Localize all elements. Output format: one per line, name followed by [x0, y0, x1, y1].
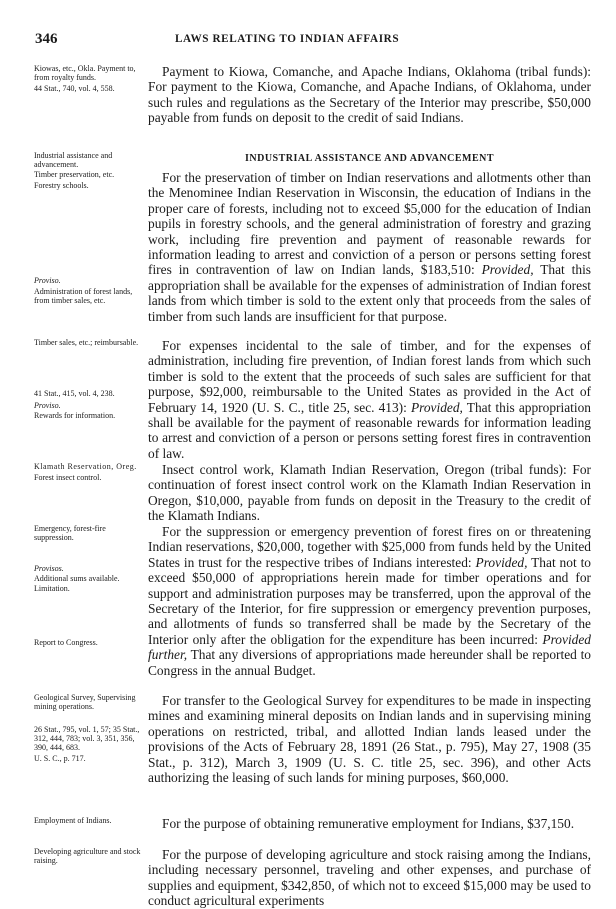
- margin-notes-kiowa: [34, 64, 142, 102]
- margin-note-timber: Timber preservation, etc.: [34, 170, 115, 179]
- body-employment: [148, 816, 591, 831]
- margin-note-provisos: Provisos.: [34, 564, 64, 573]
- paragraph-employment: For the purpose of obtaining remunerative employment for Indians, $37,150.: [162, 816, 575, 831]
- paragraph-emergency-text-a: For the suppression or emergency prevention of forest fires on or threatening Indian reservations, $20,000, together with $25,000 from funds held by the United States in trust for the respective tribes of Indians interested:: [148, 524, 591, 570]
- paragraph-emergency: [148, 524, 591, 678]
- margin-note-industrial: Industrial assistance and advancement.: [34, 151, 113, 169]
- paragraph-timber-provided: Provided,: [481, 262, 534, 278]
- margin-note-employment: Employment of Indians.: [34, 816, 112, 825]
- margin-note-timber-sales: Timber sales, etc.; reimbursable.: [34, 338, 139, 347]
- page-number: 346: [35, 31, 58, 47]
- paragraph-sales-text-a: For expenses incidental to the sale of timber, and for the expenses of administration, including fire prevention, of Indian forest lands from which such timber is sold to the extent that the proceeds of such sales are sufficient for that purpose, $92,000, reimbursable to the United States as provided in the Act of February 14, 1920 (U. S. C., title 25, sec. 413):: [148, 338, 591, 415]
- body-timber: [148, 170, 591, 324]
- margin-note-insect: Forest insect control.: [34, 473, 102, 482]
- margin-note-proviso-1: Proviso.: [34, 276, 61, 285]
- paragraph-timber-text-b: That this appropriation shall be available for the expenses of administration of Indian forest lands from which timber is sold to the extent only that proceeds from the sales of timber from such lands are insufficient for that purpose.: [148, 262, 592, 324]
- margin-notes-emergency: [34, 524, 142, 656]
- running-head: LAWS RELATING TO INDIAN AFFAIRS: [175, 33, 400, 45]
- margin-note-kiowa: Kiowas, etc., Okla. Payment to, from royalty funds.: [34, 64, 136, 82]
- paragraph-timber-text-a: For the preservation of timber on Indian reservations and allotments other than the Menominee Indian Reservation in Wisconsin, the education of Indians in the proper care of forests, including not to exceed $5,000 for the education of Indian pupils in forestry schools, and the general administration of forestry and grazing work, including fire prevention and payment of reasonable rewards for information leading to arrest and conviction of a person or persons setting forest fires in contravention of law on Indian lands, $183,510:: [148, 170, 591, 278]
- margin-note-admin-forest: Administration of forest lands, from timber sales, etc.: [34, 287, 133, 305]
- body-kiowa: [148, 64, 591, 126]
- margin-note-kiowa-ref: 44 Stat., 740, vol. 4, 558.: [34, 84, 115, 93]
- paragraph-emergency-provided-further: Provided further,: [148, 631, 591, 663]
- paragraph-agriculture: For the purpose of developing agriculture and stock raising among the Indians, including necessary personnel, traveling and other expenses, and purchase of supplies and equipment, $342,850, of which not to exceed $15,000 may be used to conduct agricultural experiments: [148, 847, 591, 909]
- body-emergency: [148, 524, 591, 678]
- margin-note-forestry: Forestry schools.: [34, 181, 89, 190]
- margin-note-emergency: Emergency, forest-fire suppression.: [34, 524, 106, 542]
- margin-notes-timber: [34, 170, 142, 314]
- paragraph-insect: Insect control work, Klamath Indian Reservation, Oregon (tribal funds): For continuation of forest insect control work on the Klamath Indian Reservation in Oregon, $10,000, payable from funds on deposit in the Treasury to the credit of the Klamath Indians.: [148, 462, 591, 524]
- margin-note-proviso-2: Proviso.: [34, 401, 61, 410]
- margin-notes-klamath: [34, 462, 142, 491]
- margin-note-stat41: 41 Stat., 415, vol. 4, 238.: [34, 389, 115, 398]
- body-agriculture: [148, 847, 591, 909]
- margin-note-additional: Additional sums available.: [34, 574, 120, 583]
- margin-note-report: Report to Congress.: [34, 638, 98, 647]
- margin-note-developing: Developing agriculture and stock raising.: [34, 847, 141, 865]
- paragraph-geological: For transfer to the Geological Survey for expenditures to be made in inspecting mines and examining mineral deposits on Indian lands and in supervising mining operations on restricted, tribal, and allotted Indian lands leased under the provisions of the Acts of February 28, 1891 (26 Stat., p. 795), May 27, 1908 (35 Stat., p. 312), March 3, 1909 (U. S. C. title 25, sec. 396), and other Acts authorizing the leasing of such lands for mining purposes, $60,000.: [148, 693, 591, 786]
- paragraph-emergency-provided: Provided,: [475, 554, 528, 570]
- margin-notes-geological: [34, 693, 142, 772]
- body-industrial-heading: [148, 151, 591, 166]
- margin-note-usc717: U. S. C., p. 717.: [34, 754, 86, 763]
- paragraph-emergency-text-c: That any diversions of appropriations made hereunder shall be reported to Congress in the annual Budget.: [148, 647, 591, 678]
- body-geological: [148, 693, 591, 785]
- margin-note-stat26: 26 Stat., 795, vol. 1, 57; 35 Stat., 312, 444, 783; vol. 3, 351, 356, 390, 444, 683.: [34, 725, 140, 752]
- page-header: [0, 31, 616, 51]
- body-klamath: [148, 462, 591, 524]
- paragraph-sales: [148, 338, 591, 461]
- margin-notes-agriculture: [34, 847, 142, 874]
- margin-note-klamath: Klamath Reservation, Oreg.: [34, 462, 137, 471]
- margin-note-rewards: Rewards for information.: [34, 411, 116, 420]
- paragraph-emergency-text-b: That not to exceed $50,000 of appropriations herein made for timber operations and for support and administration purposes may be transferred, upon the approval of the Secretary of the Interior, for fire suppression or emergency prevention purposes, and allotments of funds so transferred shall be made by the Secretary of the Interior only after the obligation for the expenditure has been incurred:: [148, 554, 591, 647]
- margin-note-limitation: Limitation.: [34, 584, 70, 593]
- paragraph-sales-text-b: That this appropriation shall be available for the payment of reasonable rewards for information leading to arrest and conviction of a person or persons setting forest fires in contravention of law.: [148, 399, 591, 461]
- section-heading-industrial: INDUSTRIAL ASSISTANCE AND ADVANCEMENT: [244, 153, 495, 164]
- margin-notes-employment: [34, 816, 142, 834]
- body-sales: [148, 338, 591, 461]
- paragraph-kiowa: Payment to Kiowa, Comanche, and Apache Indians, Oklahoma (tribal funds): For payment to the Kiowa, Comanche, and Apache Indians, of Oklahoma, under such rules and regulations as the Secretary of the Interior may prescribe, $50,000 payable from funds on deposit to the credit of said Indians.: [148, 64, 591, 126]
- margin-notes-sales: [34, 338, 142, 429]
- margin-note-geological: Geological Survey, Supervising mining operations.: [34, 693, 136, 711]
- paragraph-timber: [148, 170, 591, 324]
- paragraph-sales-provided: Provided,: [410, 399, 463, 415]
